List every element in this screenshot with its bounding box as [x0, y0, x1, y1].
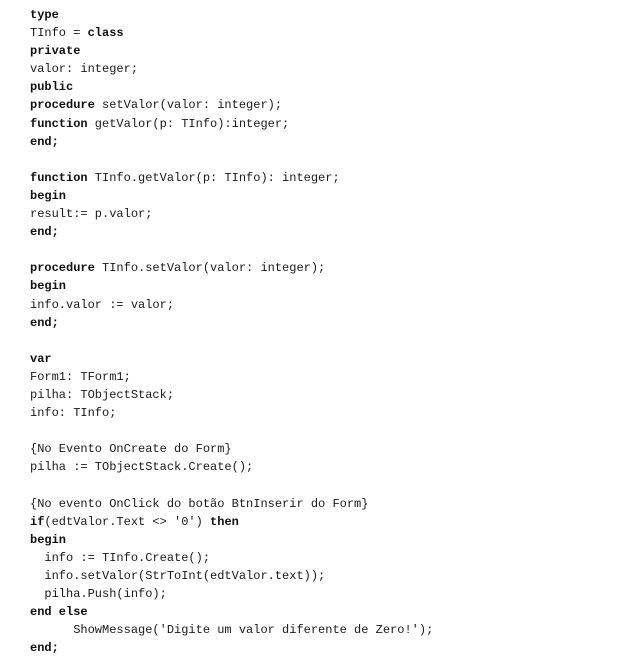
code-line [30, 277, 433, 295]
code-text: TInfo.getValor(p: TInfo): integer; [87, 170, 340, 185]
code-line [30, 42, 433, 60]
code-keyword: then [210, 514, 239, 529]
code-line [30, 24, 433, 42]
code-keyword: end else [30, 605, 88, 620]
code-text: Form1: TForm1; [30, 369, 131, 384]
code-text: pilha := TObjectStack.Create(); [30, 460, 254, 475]
code-text: info.valor := valor; [30, 297, 175, 312]
code-line [30, 386, 433, 404]
code-line [30, 368, 433, 386]
blank-line [30, 151, 433, 169]
code-line [30, 223, 433, 241]
code-line [30, 187, 433, 205]
code-text: valor: integer; [30, 62, 139, 77]
code-line [30, 621, 433, 639]
code-line [30, 495, 433, 513]
code-line [30, 205, 433, 223]
code-text: pilha.Push(info); [30, 587, 167, 601]
code-text: {No Evento OnCreate do Form} [30, 442, 232, 457]
code-line [30, 458, 433, 476]
code-line [30, 133, 433, 151]
blank-line [30, 332, 433, 350]
code-keyword: begin [30, 279, 67, 294]
code-text: setValor(valor: integer); [94, 98, 283, 113]
code-keyword: if [30, 514, 45, 529]
code-keyword: var [30, 351, 52, 366]
blank-line [30, 241, 433, 259]
code-line [30, 440, 433, 458]
code-text: TInfo = [30, 26, 88, 41]
code-text: result:= p.valor; [30, 207, 153, 222]
code-text: getValor(p: TInfo):integer; [87, 116, 290, 131]
blank-line [30, 476, 433, 494]
code-text: info := TInfo.Create(); [30, 550, 211, 565]
blank-line [30, 422, 433, 440]
code-keyword: class [87, 26, 124, 41]
code-keyword: type [30, 8, 59, 22]
code-line [30, 639, 433, 657]
code-keyword: end; [30, 134, 59, 149]
code-keyword: end; [30, 225, 59, 240]
code-line [30, 169, 433, 187]
code-text: info: TInfo; [30, 406, 117, 421]
code-line [30, 585, 433, 603]
code-keyword: function [30, 170, 88, 185]
code-listing [30, 6, 433, 657]
code-keyword: procedure [30, 261, 95, 276]
code-text: pilha: TObjectStack; [30, 387, 175, 402]
code-line [30, 314, 433, 332]
code-text: (edtValor.Text <> '0') [44, 514, 211, 529]
code-line [30, 404, 433, 422]
code-text: ShowMessage('Digite um valor diferente de Zero!'); [30, 623, 434, 638]
code-text: TInfo.setValor(valor: integer); [94, 261, 326, 276]
code-line [30, 96, 433, 114]
code-line [30, 296, 433, 314]
code-keyword: begin [30, 188, 67, 203]
code-line [30, 6, 433, 24]
code-keyword: function [30, 116, 88, 131]
code-keyword: public [30, 80, 74, 95]
code-keyword: private [30, 44, 81, 59]
code-line [30, 78, 433, 96]
code-keyword: end; [30, 315, 59, 330]
code-line [30, 60, 433, 78]
code-line [30, 567, 433, 585]
code-line [30, 603, 433, 621]
code-line [30, 513, 433, 531]
code-text: info.setValor(StrToInt(edtValor.text)); [30, 568, 326, 583]
code-line [30, 549, 433, 567]
code-line [30, 350, 433, 368]
code-line [30, 531, 433, 549]
code-keyword: begin [30, 532, 67, 547]
code-line [30, 259, 433, 277]
code-keyword: end; [30, 641, 59, 656]
code-line [30, 115, 433, 133]
code-text: {No evento OnClick do botão BtnInserir do Form} [30, 496, 369, 511]
code-keyword: procedure [30, 98, 95, 113]
